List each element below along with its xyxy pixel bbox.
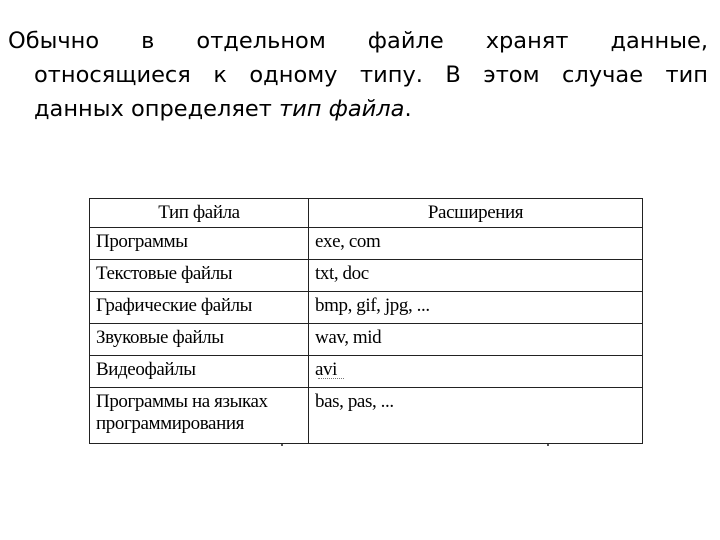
file-types-table — [89, 198, 643, 444]
cell-file-type: Текстовые файлы — [90, 260, 309, 292]
scan-dot — [547, 444, 549, 446]
paragraph-line-1: Обычно в отдельном файле хранят данные, — [8, 28, 708, 54]
cell-extensions: txt, doc — [309, 260, 643, 292]
emphasis-file-type: тип файла — [279, 96, 405, 122]
cell-extensions: bmp, gif, jpg, ... — [309, 292, 643, 324]
paragraph-line-3 — [8, 92, 708, 126]
spellcheck-underline — [318, 374, 344, 379]
table-row — [90, 228, 643, 260]
table-row — [90, 388, 643, 444]
cell-file-type: Программы — [90, 228, 309, 260]
table-row — [90, 292, 643, 324]
intro-paragraph — [8, 24, 708, 126]
cell-extensions: wav, mid — [309, 324, 643, 356]
cell-extensions: bas, pas, ... — [309, 388, 643, 444]
cell-extensions: exe, com — [309, 228, 643, 260]
header-extensions: Расширения — [309, 199, 643, 228]
table-row — [90, 356, 643, 388]
cell-file-type: Графические файлы — [90, 292, 309, 324]
paragraph-line-3-text: данных определяет — [34, 96, 280, 122]
paragraph-line-2: относящиеся к одному типу. В этом случае тип — [34, 62, 708, 88]
cell-file-type: Звуковые файлы — [90, 324, 309, 356]
cell-file-type: Видеофайлы — [90, 356, 309, 388]
table-row — [90, 260, 643, 292]
table-header-row — [90, 199, 643, 228]
table-row — [90, 324, 643, 356]
cell-extensions: avi — [309, 356, 643, 388]
header-file-type: Тип файла — [90, 199, 309, 228]
cell-file-type: Программы на языках программирования — [90, 388, 309, 444]
paragraph-line-3-end: . — [404, 96, 412, 122]
file-types-table-image — [89, 198, 642, 438]
scan-dot — [281, 444, 283, 446]
